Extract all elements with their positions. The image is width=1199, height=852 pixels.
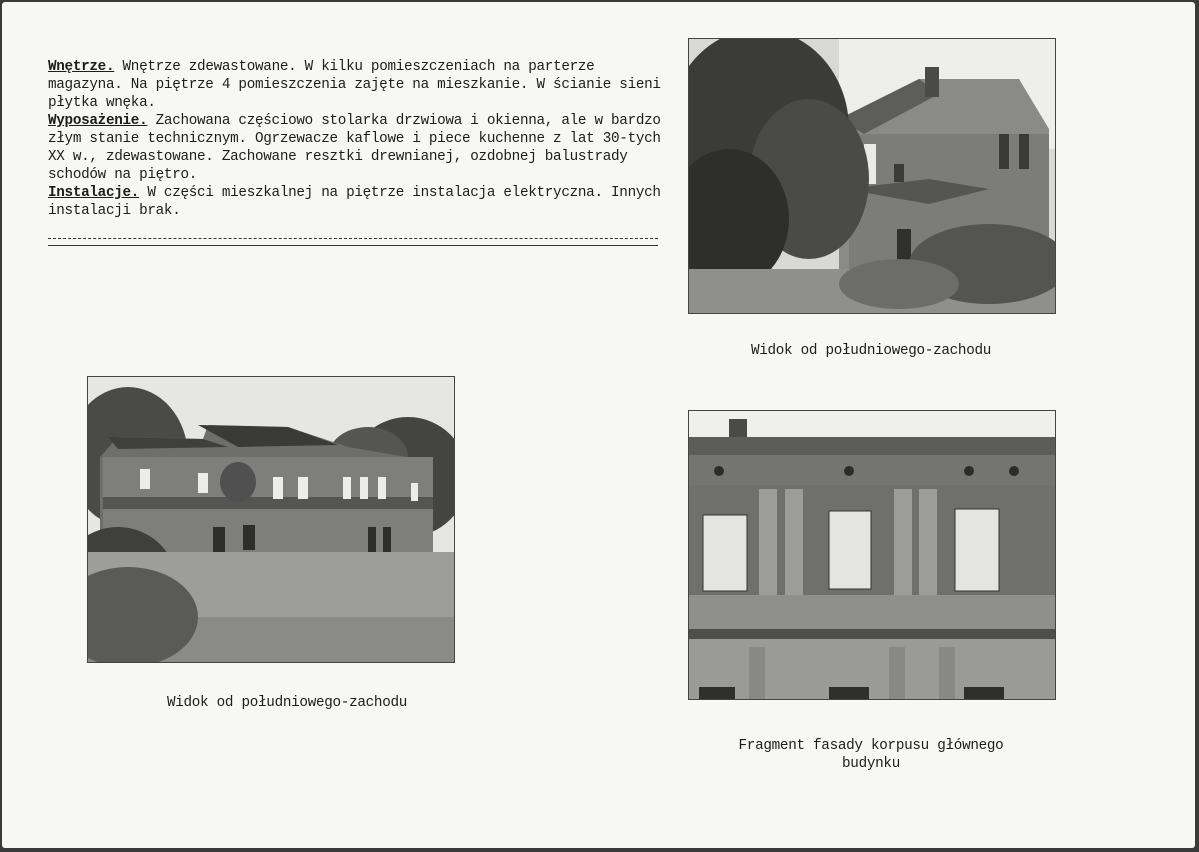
caption-bottom-right-line1: Fragment fasady korpusu głównego	[738, 738, 1004, 754]
caption-bottom-right	[688, 737, 1054, 773]
caption-top-right: Widok od południowego-zachodu	[750, 343, 992, 359]
wyposazenie-text: Zachowana częściowo stolarka drzwiowa i okienna, ale w bardzo złym stanie technicznym. Ogrzewacze kaflowe i piece kuchenne z lat 30-tych XX w., zdewastowane. Zachowane resztki drewnianej, ozdobnej balustrady schodów na piętro.	[48, 113, 661, 183]
wnetrze-heading: Wnętrze.	[48, 59, 115, 75]
description-text	[48, 58, 668, 220]
wyposazenie-paragraph	[48, 112, 668, 184]
photo-southwest-view-left	[87, 376, 455, 663]
photo-facade-fragment	[688, 410, 1056, 700]
wnetrze-paragraph	[48, 58, 668, 112]
document-page	[2, 2, 1195, 848]
caption-bottom-right-line2: budynku	[842, 756, 900, 772]
wyposazenie-heading: Wyposażenie.	[48, 113, 148, 129]
caption-left: Widok od południowego-zachodu	[166, 695, 408, 711]
instalacje-text: W części mieszkalnej na piętrze instalacja elektryczna. Innych instalacji brak.	[48, 185, 661, 219]
instalacje-paragraph	[48, 184, 668, 220]
photo-southwest-view-top	[688, 38, 1056, 314]
section-divider	[48, 238, 658, 250]
wnetrze-text: Wnętrze zdewastowane. W kilku pomieszczeniach na parterze magazyna. Na piętrze 4 pomieszczenia zajęte na mieszkanie. W ścianie sieni płytka wnęka.	[48, 59, 661, 111]
instalacje-heading: Instalacje.	[48, 185, 140, 201]
